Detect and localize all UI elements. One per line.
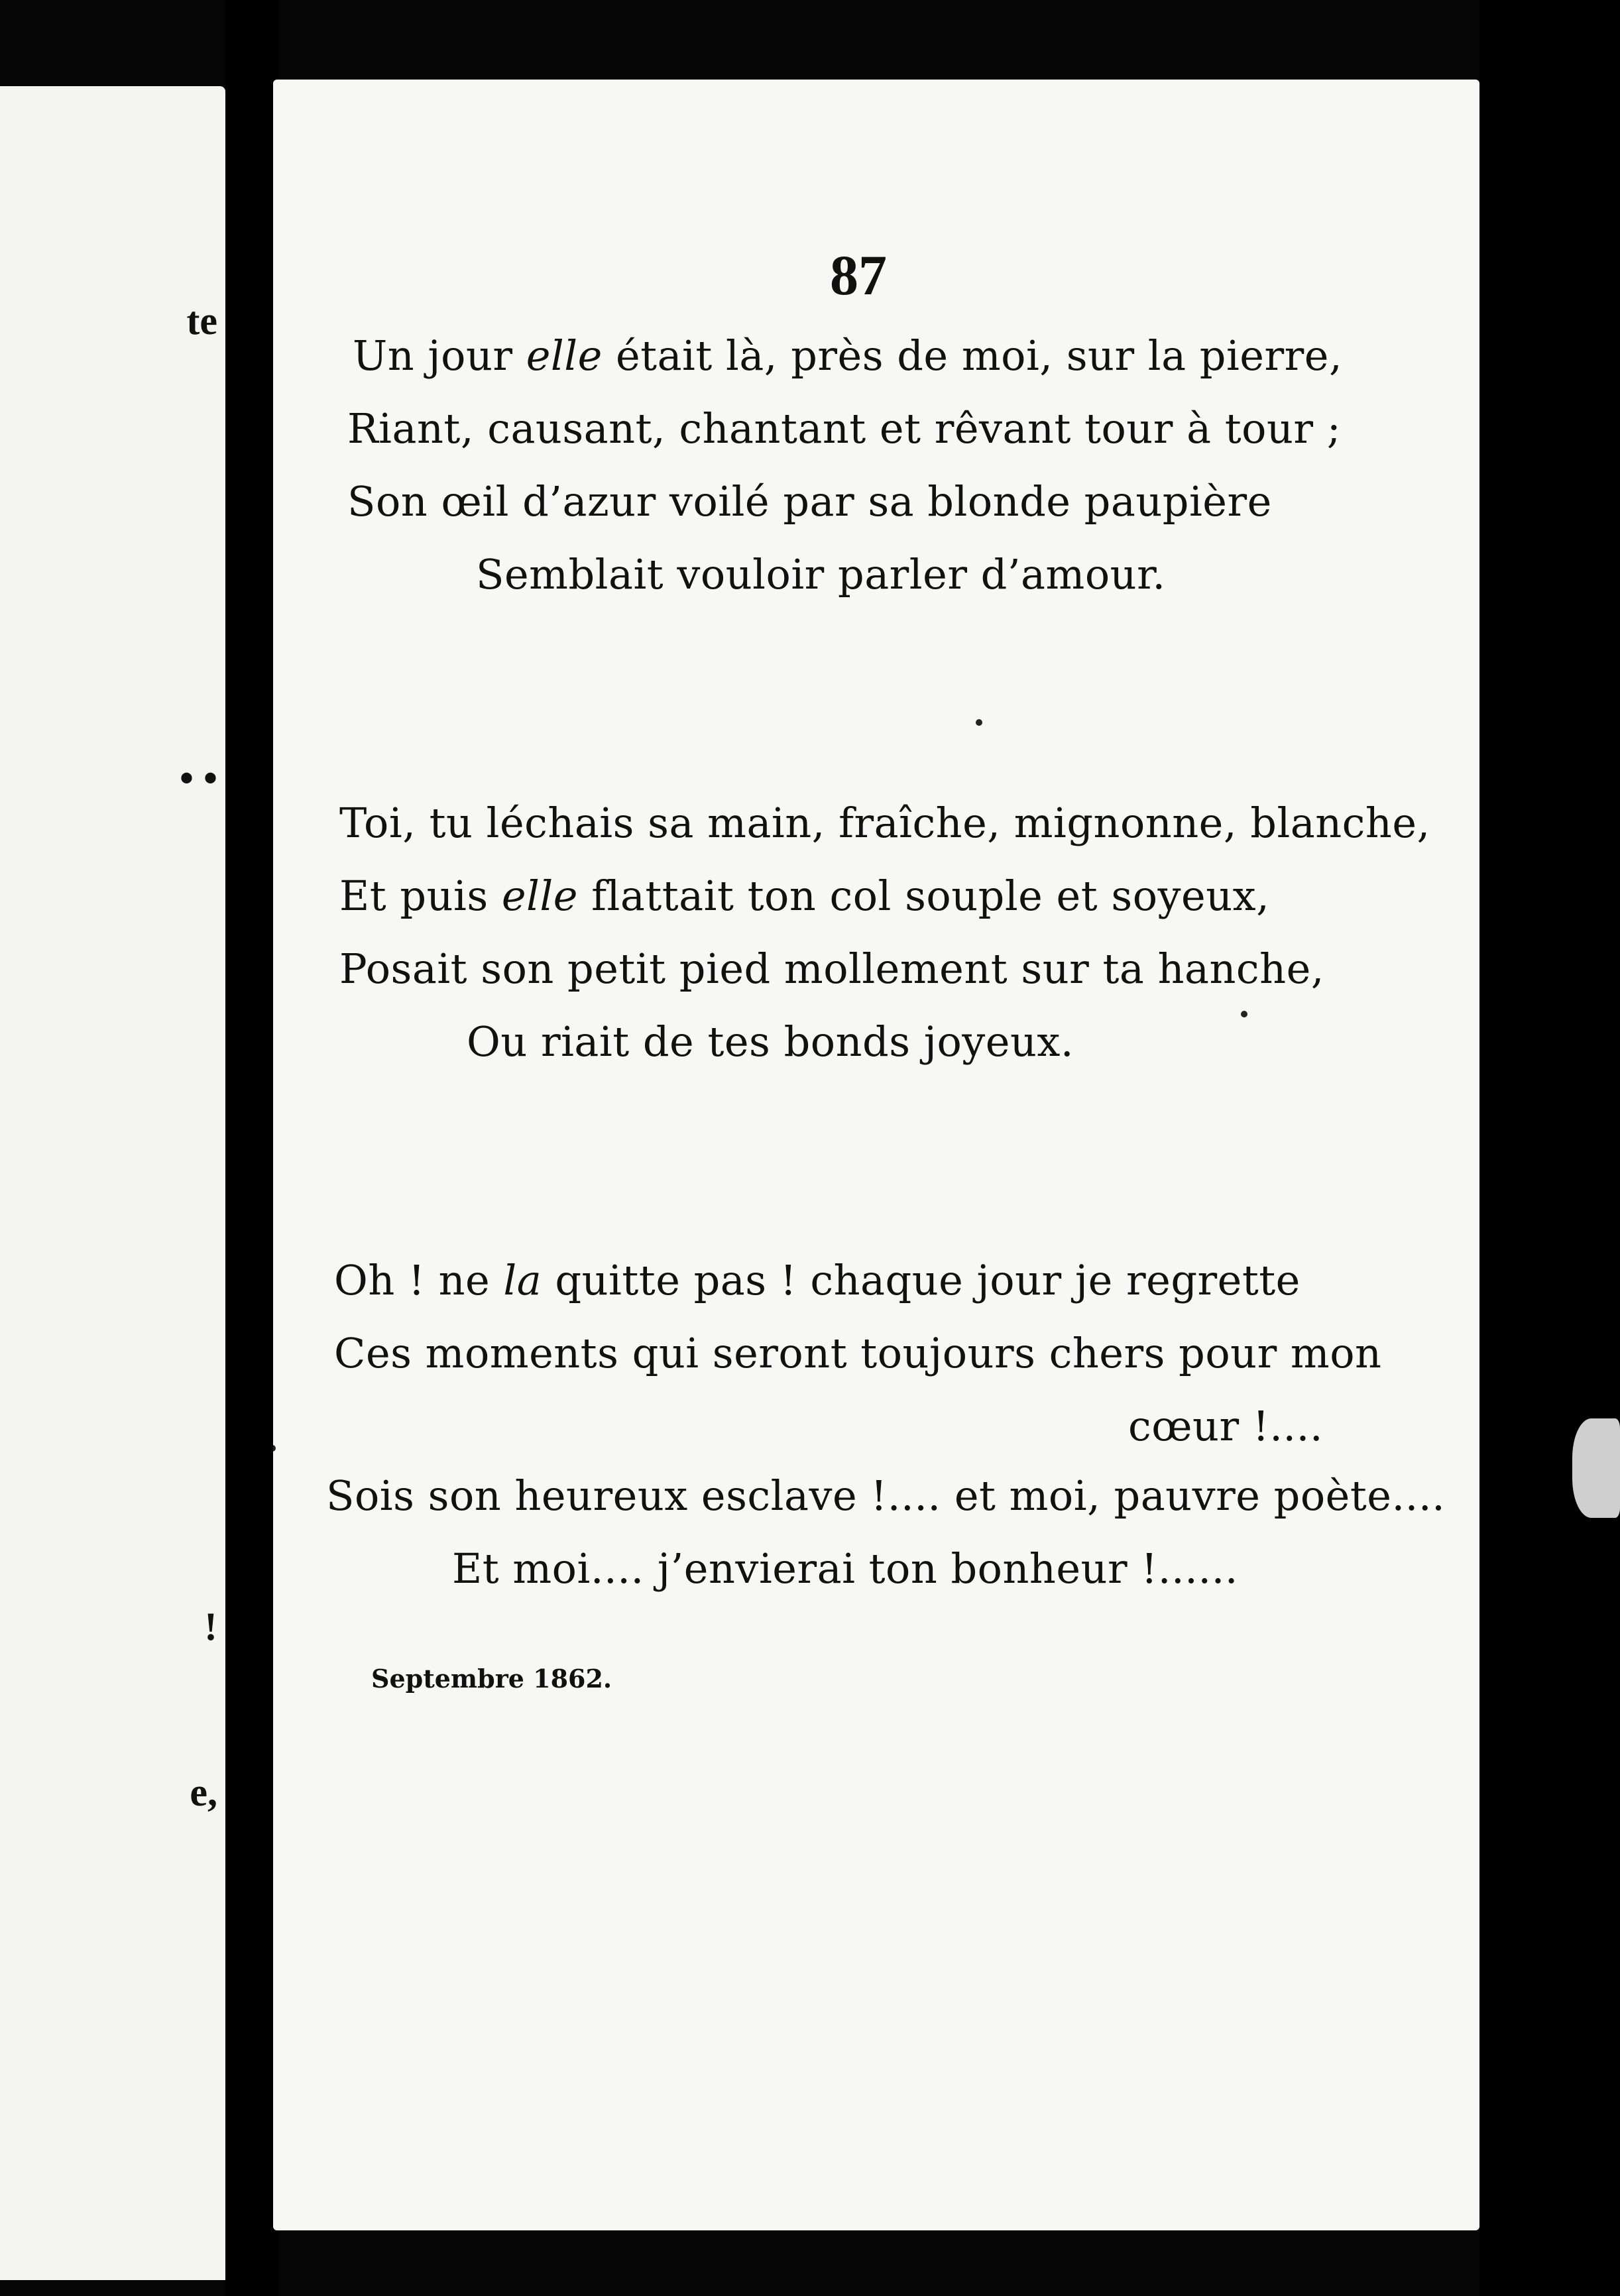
verse-line: Et puis elle flattait ton col souple et soyeux, — [339, 872, 1270, 920]
print-speck — [976, 719, 982, 726]
verse-line: Riant, causant, chantant et rêvant tour à tour ; — [347, 404, 1342, 453]
left-page-fragment: e, — [190, 1770, 217, 1814]
left-page-fragment: • • — [179, 756, 217, 800]
verse-line: Semblait vouloir parler d’amour. — [476, 550, 1166, 599]
verse-line: Et moi.... j’envierai ton bonheur !...... — [452, 1544, 1238, 1593]
print-speck — [273, 1445, 276, 1452]
page-number: 87 — [830, 243, 887, 307]
verse-line: Oh ! ne la quitte pas ! chaque jour je regrette — [334, 1256, 1301, 1304]
left-page-fragment: ! — [204, 1605, 217, 1648]
print-speck — [1241, 1011, 1247, 1017]
verse-line: Son œil d’azur voilé par sa blonde paupière — [347, 477, 1272, 526]
verse-line: Ces moments qui seront toujours chers pour mon — [334, 1329, 1382, 1377]
verse-line: Ou riait de tes bonds joyeux. — [467, 1017, 1074, 1066]
scan-blot — [1572, 1418, 1620, 1518]
verse-line: Toi, tu léchais sa main, fraîche, mignonne, blanche, — [339, 799, 1430, 847]
verse-line: Posait son petit pied mollement sur ta hanche, — [339, 945, 1324, 993]
verse-line: cœur !.... — [1128, 1402, 1324, 1450]
book-gutter — [225, 0, 278, 2296]
left-facing-page — [0, 86, 225, 2280]
left-page-fragment: te — [186, 299, 217, 343]
verse-line: Un jour elle était là, près de moi, sur la pierre, — [353, 331, 1343, 380]
right-dark-margin — [1479, 0, 1620, 2296]
poem-date: Septembre 1862. — [371, 1664, 612, 1693]
verse-line: Sois son heureux esclave !.... et moi, pauvre poète.... — [326, 1471, 1446, 1520]
right-page — [273, 80, 1479, 2230]
